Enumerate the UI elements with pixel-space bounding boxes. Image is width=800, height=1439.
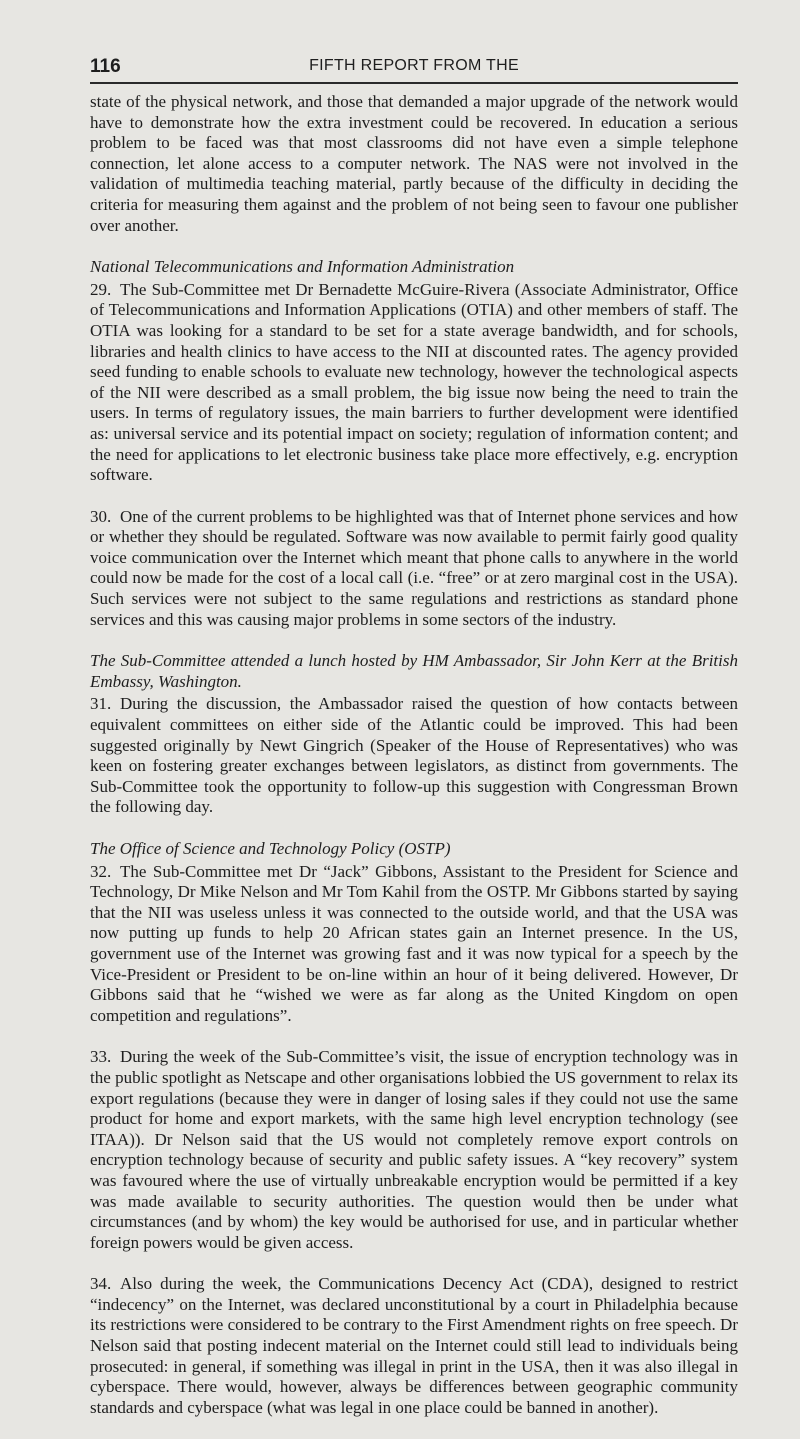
paragraph-32 bbox=[90, 862, 738, 1027]
paragraph-34 bbox=[90, 1274, 738, 1418]
paragraph-number: 34. bbox=[90, 1274, 112, 1294]
running-head: FIFTH REPORT FROM THE bbox=[309, 57, 519, 74]
subheading-ntia: National Telecommunications and Information Administration bbox=[90, 257, 515, 277]
paragraph-number: 32. bbox=[90, 861, 112, 881]
paragraph-number: 33. bbox=[90, 1047, 112, 1067]
paragraph-text: One of the current problems to be highlighted was that of Internet phone services and how or whether they should be regulated. Software was now available to permit fairly good quality voice communication over the Internet which meant that phone calls to anywhere in the world could now be made for the cost of a local call (i.e. “free” or at zero marginal cost in the USA). Such services were not subject to the same regulations and restrictions as standard phone services and this was causing major problems in some sectors of the industry. bbox=[90, 506, 738, 629]
paragraph-text: During the discussion, the Ambassador raised the question of how contacts between equivalent committees on either side of the Atlantic could be improved. This had been suggested originally by Newt Gingrich (Speaker of the House of Representatives) who was keen on fostering greater exchanges between legislators, as distinct from governments. The Sub-Committee took the opportunity to follow-up this suggestion with Congressman Brown the following day. bbox=[90, 694, 738, 817]
page-body bbox=[90, 92, 738, 1439]
paragraph-31 bbox=[90, 694, 738, 818]
page-number: 116 bbox=[90, 56, 121, 77]
subheading-ostp: The Office of Science and Technology Policy (OSTP) bbox=[90, 839, 451, 858]
header-rule bbox=[90, 82, 738, 84]
paragraph-33 bbox=[90, 1047, 738, 1253]
page-header bbox=[90, 56, 738, 82]
paragraph-number: 31. bbox=[90, 694, 112, 714]
continuation-paragraph: state of the physical network, and those that demanded a major upgrade of the network would have to demonstrate how the extra investment could be recovered. In education a serious problem to be faced was that most classrooms did not have even a simple telephone connection, let alone access to a computer network. The NAS were not involved in the validation of multimedia teaching material, partly because of the difficulty in deciding the criteria for measuring them against and the problem of not being seen to favour one publisher over another. bbox=[90, 92, 738, 235]
lunch-note: The Sub-Committee attended a lunch hosted by HM Ambassador, Sir John Kerr at the British Embassy, Washington. bbox=[90, 651, 738, 691]
paragraph-number: 29. bbox=[90, 279, 112, 299]
paragraph-text: The Sub-Committee met Dr Bernadette McGuire-Rivera (Associate Administrator, Office of Telecommunications and Information Applications (OTIA) and other members of staff. The OTIA was looking for a standard to be set for a state average bandwidth, and for schools, libraries and health clinics to have access to the NII at discounted rates. The agency provided seed funding to enable schools to evaluate new technology, however the technological aspects of the NII were described as a small problem, the big issue now being the need to train the users. In terms of regulatory issues, the main barriers to further development were identified as: universal service and its potential impact on society; regulation of information content; and the need for applications to let electronic business take place more effectively, e.g. encryption software. bbox=[90, 279, 738, 485]
paragraph-number: 30. bbox=[90, 506, 112, 526]
paragraph-text: Also during the week, the Communications Decency Act (CDA), designed to restrict “indecency” on the Internet, was declared unconstitutional by a court in Philadelphia because its restrictions were considered to be contrary to the First Amendment rights on free speech. Dr Nelson said that posting indecent material on the Internet could still lead to individuals being prosecuted: in general, if something was illegal in print in the USA, then it was also illegal in cyberspace. There would, however, always be differences between geographic community standards and cyberspace (what was legal in one place could be banned in another). bbox=[90, 1274, 738, 1417]
paragraph-30 bbox=[90, 507, 738, 631]
paragraph-text: During the week of the Sub-Committee’s visit, the issue of encryption technology was in the public spotlight as Netscape and other organisations lobbied the US government to relax its export regulations (because they were in danger of losing sales if they could not use the same product for home and export markets, with the same high level encryption technology (see ITAA)). Dr Nelson said that the US would not completely remove export controls on encryption technology because of security and public safety issues. A “key recovery” system was favoured where the use of virtually unbreakable encryption would be permitted if a key was made available to security authorities. The question would then be under what circumstances (and by whom) the key would be authorised for use, and in particular whether foreign powers would be given access. bbox=[90, 1047, 738, 1252]
paragraph-text: The Sub-Committee met Dr “Jack” Gibbons, Assistant to the President for Science and Technology, Dr Mike Nelson and Mr Tom Kahil from the OSTP. Mr Gibbons started by saying that the NII was useless unless it was connected to the outside world, and that the USA was now putting up funds to help 20 African states gain an Internet presence. In the US, government use of the Internet was growing fast and it was now typical for a speech by the Vice-President or President to be on-line within an hour of it being delivered. However, Dr Gibbons said that he “wished we were as far along as the United Kingdom on open competition and regulations”. bbox=[90, 861, 738, 1025]
paragraph-29 bbox=[90, 280, 738, 486]
